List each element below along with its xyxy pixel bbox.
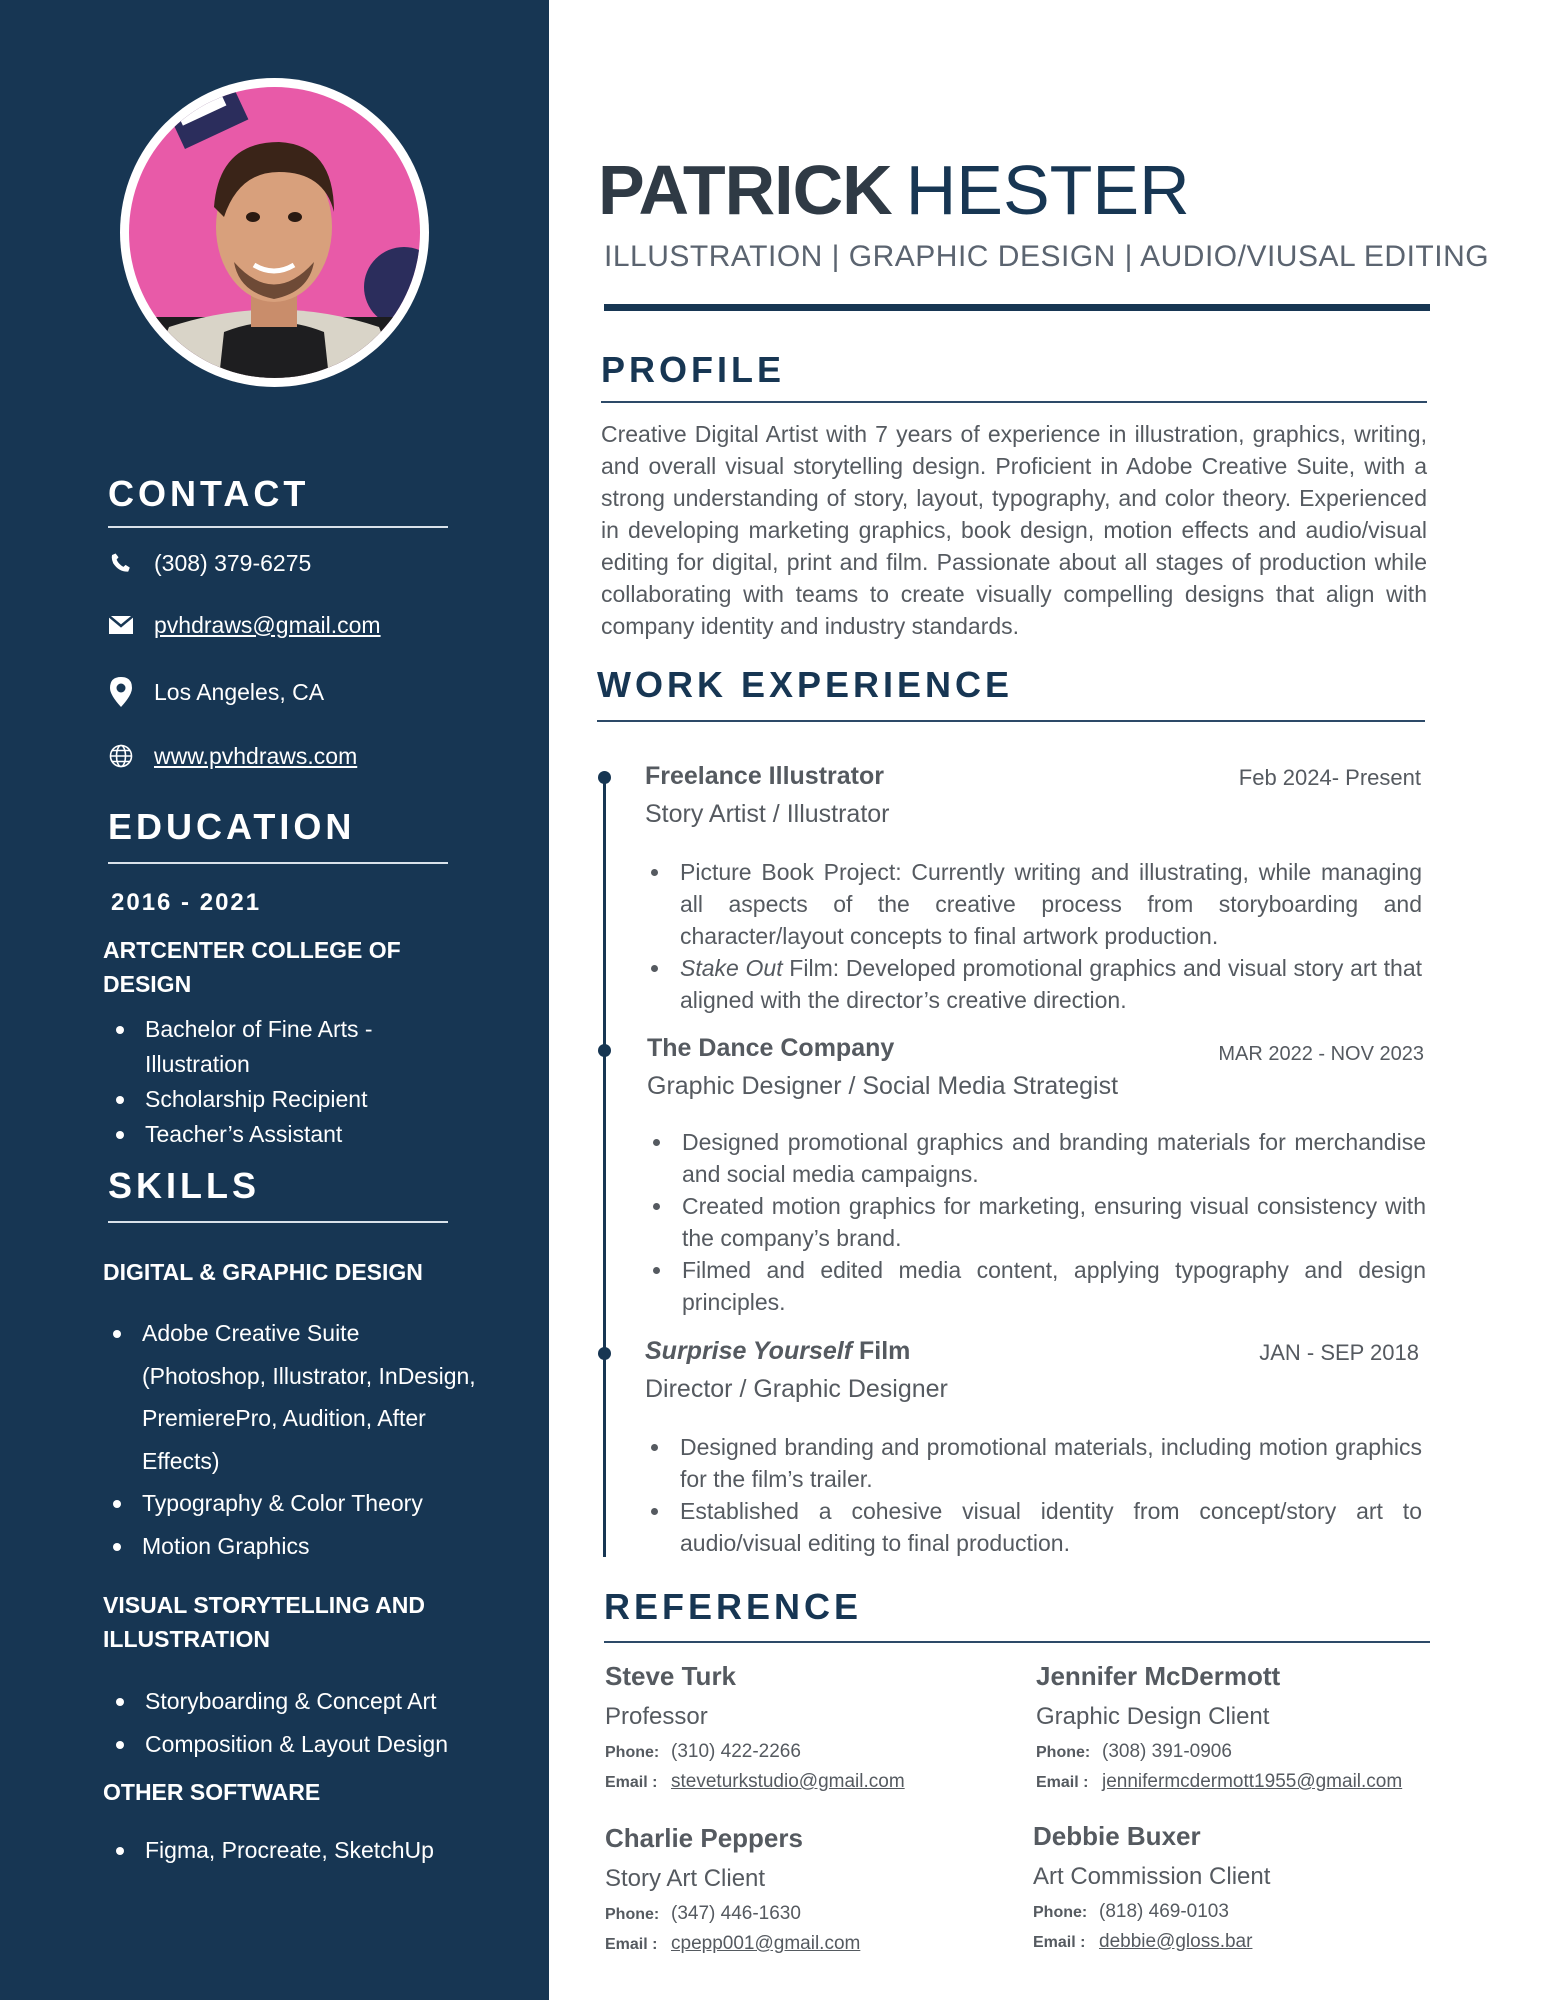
reference-email-row bbox=[1033, 1931, 1252, 1953]
job-dates: JAN - SEP 2018 bbox=[1259, 1340, 1419, 1365]
email-label: Email : bbox=[605, 1936, 658, 1953]
reference-email-link[interactable]: cpepp001@gmail.com bbox=[671, 1933, 861, 1954]
first-name: PATRICK bbox=[598, 151, 892, 229]
reference-name: Charlie Peppers bbox=[605, 1823, 803, 1853]
reference-divider bbox=[604, 1641, 1430, 1643]
profile-summary: Creative Digital Artist with 7 years of experience in illustration, graphics, writing, and overall visual storytelling design. Proficient in Adobe Creative Suite, with a strong understanding of story, layout, typography, and color theory. Experienced in developing marketing graphics, book design, motion effects and audio/visual editing for digital, print and film. Passionate about all stages of production while collaborating with teams to create visually compelling designs that align with company identity and industry standards. bbox=[601, 421, 1427, 639]
contact-website-link[interactable]: www.pvhdraws.com bbox=[154, 742, 358, 769]
education-years: 2016 - 2021 bbox=[111, 889, 262, 916]
list-item: Designed branding and promotional materials, including motion graphics for the film’s trailer. bbox=[646, 1431, 1422, 1495]
contact-phone-row bbox=[108, 543, 311, 583]
phone-label: Phone: bbox=[1033, 1904, 1088, 1921]
skills-group-title: DIGITAL & GRAPHIC DESIGN bbox=[103, 1259, 423, 1285]
reference-phone-row bbox=[605, 1741, 801, 1763]
skills-group-title: OTHER SOFTWARE bbox=[103, 1779, 321, 1805]
reference-phone-row bbox=[605, 1903, 801, 1925]
profile-divider bbox=[601, 401, 1427, 403]
list-item: Scholarship Recipient bbox=[103, 1082, 443, 1117]
work-heading: WORK EXPERIENCE bbox=[597, 664, 1014, 705]
work-divider bbox=[597, 720, 1425, 722]
list-item bbox=[646, 952, 1422, 1016]
skills-heading: SKILLS bbox=[108, 1165, 261, 1206]
job-bullets bbox=[648, 1126, 1426, 1318]
email-icon bbox=[108, 612, 134, 638]
timeline-dot bbox=[598, 1044, 611, 1057]
tagline: ILLUSTRATION | GRAPHIC DESIGN | AUDIO/VIUSAL EDITING bbox=[604, 240, 1490, 273]
list-item: Motion Graphics bbox=[100, 1525, 480, 1568]
reference-phone: (310) 422-2266 bbox=[671, 1741, 801, 1762]
contact-heading: CONTACT bbox=[108, 473, 310, 514]
profile-photo bbox=[129, 87, 420, 378]
list-item: Figma, Procreate, SketchUp bbox=[103, 1829, 483, 1872]
job-title-suffix: Film bbox=[858, 1337, 911, 1365]
reference-phone-row bbox=[1036, 1741, 1232, 1763]
education-heading: EDUCATION bbox=[108, 806, 356, 847]
contact-website-row bbox=[108, 736, 357, 776]
list-item: Created motion graphics for marketing, ensuring visual consistency with the company’s brand. bbox=[648, 1190, 1426, 1254]
reference-role: Story Art Client bbox=[605, 1865, 766, 1892]
phone-label: Phone: bbox=[1036, 1744, 1091, 1761]
page-title bbox=[598, 150, 1190, 230]
timeline-dot bbox=[598, 771, 611, 784]
skills-list bbox=[103, 1829, 483, 1872]
globe-icon bbox=[108, 743, 134, 769]
email-label: Email : bbox=[605, 1774, 658, 1791]
skills-list bbox=[103, 1680, 483, 1766]
reference-role: Art Commission Client bbox=[1033, 1863, 1271, 1890]
job-role: Story Artist / Illustrator bbox=[645, 800, 890, 828]
contact-location-row bbox=[108, 672, 324, 712]
skills-divider bbox=[108, 1221, 448, 1223]
phone-label: Phone: bbox=[605, 1906, 660, 1923]
list-item: Designed promotional graphics and branding materials for merchandise and social media campaigns. bbox=[648, 1126, 1426, 1190]
phone-label: Phone: bbox=[605, 1744, 660, 1761]
reference-role: Professor bbox=[605, 1703, 708, 1730]
reference-role: Graphic Design Client bbox=[1036, 1703, 1270, 1730]
list-item: Typography & Color Theory bbox=[100, 1482, 480, 1525]
skills-group-title: VISUAL STORYTELLING AND ILLUSTRATION bbox=[103, 1592, 426, 1652]
reference-email-row bbox=[605, 1933, 860, 1955]
header-divider bbox=[604, 304, 1430, 311]
list-item: Bachelor of Fine Arts - Illustration bbox=[103, 1012, 443, 1082]
contact-phone: (308) 379-6275 bbox=[154, 549, 312, 576]
job-title-film: Surprise Yourself bbox=[645, 1337, 853, 1365]
contact-email-link[interactable]: pvhdraws@gmail.com bbox=[154, 611, 381, 638]
list-item: Picture Book Project: Currently writing and illustrating, while managing all aspects of the creative process from storyboarding and character/layout concepts to final artwork production. bbox=[646, 856, 1422, 952]
reference-email-row bbox=[1036, 1771, 1402, 1793]
reference-name: Debbie Buxer bbox=[1033, 1821, 1201, 1851]
reference-heading: REFERENCE bbox=[604, 1586, 863, 1627]
job-title: Freelance Illustrator bbox=[645, 762, 884, 790]
sidebar bbox=[0, 0, 549, 2000]
last-name: HESTER bbox=[905, 151, 1190, 229]
reference-phone: (818) 469-0103 bbox=[1099, 1901, 1229, 1922]
location-pin-icon bbox=[108, 679, 134, 705]
contact-location: Los Angeles, CA bbox=[154, 678, 325, 705]
reference-phone-row bbox=[1033, 1901, 1229, 1923]
reference-name: Jennifer McDermott bbox=[1036, 1661, 1281, 1691]
reference-phone: (308) 391-0906 bbox=[1102, 1741, 1232, 1762]
job-bullets bbox=[646, 856, 1422, 1016]
profile-heading: PROFILE bbox=[601, 349, 786, 390]
education-list bbox=[103, 1012, 443, 1152]
list-item-text: Film: Developed promotional graphics and visual story art that aligned with the director’s creative direction. bbox=[680, 955, 1423, 1013]
timeline-line bbox=[603, 776, 606, 1557]
email-label: Email : bbox=[1033, 1934, 1086, 1951]
job-dates: Feb 2024- Present bbox=[1238, 765, 1421, 790]
email-label: Email : bbox=[1036, 1774, 1089, 1791]
skills-list bbox=[100, 1312, 480, 1568]
reference-name: Steve Turk bbox=[605, 1661, 737, 1691]
job-role: Director / Graphic Designer bbox=[645, 1375, 948, 1403]
list-item: Adobe Creative Suite (Photoshop, Illustrator, InDesign, PremierePro, Audition, After Effects) bbox=[100, 1312, 480, 1482]
list-item: Teacher’s Assistant bbox=[103, 1117, 443, 1152]
list-item: Filmed and edited media content, applying typography and design principles. bbox=[648, 1254, 1426, 1318]
list-item: Established a cohesive visual identity from concept/story art to audio/visual editing to final production. bbox=[646, 1495, 1422, 1559]
film-title: Stake Out bbox=[680, 955, 783, 981]
education-school: ARTCENTER COLLEGE OF DESIGN bbox=[103, 937, 401, 997]
job-bullets bbox=[646, 1431, 1422, 1559]
contact-email-row bbox=[108, 605, 381, 645]
job-role: Graphic Designer / Social Media Strategist bbox=[647, 1072, 1119, 1100]
reference-email-link[interactable]: steveturkstudio@gmail.com bbox=[671, 1771, 905, 1792]
job-title: The Dance Company bbox=[647, 1034, 895, 1062]
list-item: Composition & Layout Design bbox=[103, 1723, 483, 1766]
phone-icon bbox=[108, 550, 134, 576]
job-dates: MAR 2022 - NOV 2023 bbox=[1218, 1043, 1424, 1065]
reference-phone: (347) 446-1630 bbox=[671, 1903, 801, 1924]
contact-divider bbox=[108, 526, 448, 528]
reference-email-link[interactable]: jennifermcdermott1955@gmail.com bbox=[1102, 1771, 1403, 1792]
profile-photo-frame bbox=[120, 78, 429, 387]
timeline-dot bbox=[598, 1347, 611, 1360]
reference-email-link[interactable]: debbie@gloss.bar bbox=[1099, 1931, 1253, 1952]
education-divider bbox=[108, 862, 448, 864]
reference-email-row bbox=[605, 1771, 905, 1793]
job-title bbox=[645, 1337, 910, 1366]
list-item: Storyboarding & Concept Art bbox=[103, 1680, 483, 1723]
